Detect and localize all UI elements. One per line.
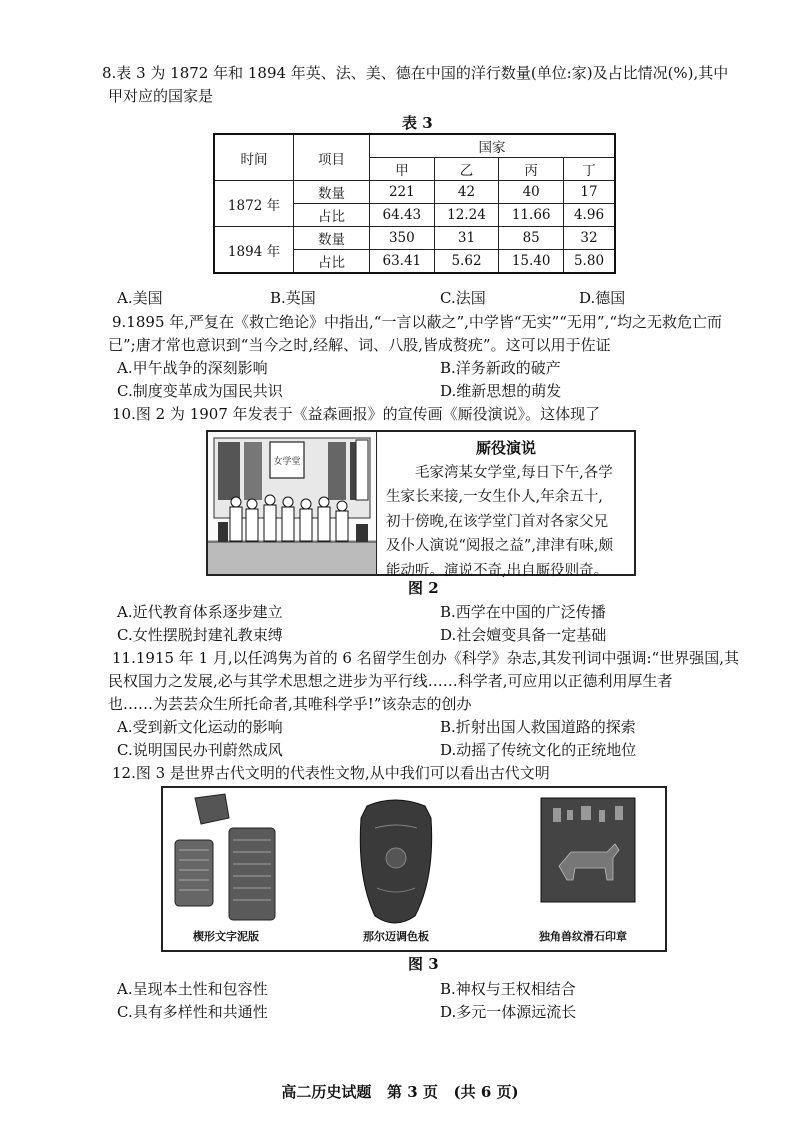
table-3-caption: 表 3 xyxy=(402,114,433,132)
table-head-country: 国家 xyxy=(370,134,616,158)
q8-option-b[interactable]: B.英国 xyxy=(270,289,316,307)
figure-2 xyxy=(206,430,636,579)
table-cell: 4.96 xyxy=(564,204,615,227)
propaganda-illustration xyxy=(208,432,377,574)
table-cell: 11.66 xyxy=(499,204,564,227)
table-year-1872: 1872 年 xyxy=(214,181,294,227)
page-footer: 高二历史试题 第 3 页 (共 6 页) xyxy=(281,1083,519,1101)
table-year-1894: 1894 年 xyxy=(214,227,294,274)
q9-stem-cont: 已”;唐才常也意识到“当今之时,经解、词、八股,皆成赘疣”。这可以用于佐证 xyxy=(108,336,611,354)
q8-option-d[interactable]: D.德国 xyxy=(579,289,626,307)
table-head-item: 项目 xyxy=(294,134,370,181)
table-cell: 15.40 xyxy=(499,250,564,274)
table-country-bing: 丙 xyxy=(499,158,564,181)
q9-option-d[interactable]: D.维新思想的萌发 xyxy=(440,382,562,400)
q11-stem-cont: 民权国力之发展,必与其学术思想之进步为平行线……科学者,可应用以正德利用厚生者 xyxy=(108,672,673,690)
q10-option-b[interactable]: B.西学在中国的广泛传播 xyxy=(440,603,606,621)
q9-option-a[interactable]: A.甲午战争的深刻影响 xyxy=(117,359,268,377)
table-item: 占比 xyxy=(294,204,370,227)
table-item: 占比 xyxy=(294,250,370,274)
table-cell: 5.80 xyxy=(564,250,615,274)
figure-2-line: 毛家湾某女学堂,每日下午,各学 xyxy=(415,464,613,481)
table-cell: 63.41 xyxy=(370,250,435,274)
q12-option-c[interactable]: C.具有多样性和共通性 xyxy=(117,1003,268,1021)
q9-stem: 9.1895 年,严复在《救亡绝论》中指出,“一言以蔽之”,中学皆“无实”“无用”,“均之无救危亡而 xyxy=(112,313,723,331)
table-cell: 221 xyxy=(370,181,435,204)
table-cell: 32 xyxy=(564,227,615,250)
table-cell: 85 xyxy=(499,227,564,250)
figure-2-line: 及仆人演说“阅报之益”,津津有味,颇 xyxy=(386,538,614,554)
q10-stem: 10.图 2 为 1907 年发表于《益森画报》的宣传画《厮役演说》。这体现了 xyxy=(112,405,601,423)
table-cell: 31 xyxy=(434,227,499,250)
q12-option-d[interactable]: D.多元一体源远流长 xyxy=(440,1003,577,1021)
q12-option-a[interactable]: A.呈现本土性和包容性 xyxy=(117,980,268,998)
q11-stem: 11.1915 年 1 月,以任鸿隽为首的 6 名留学生创办《科学》杂志,其发刊词中强调:“世界强国,其 xyxy=(112,649,739,667)
table-cell: 40 xyxy=(499,181,564,204)
figure-2-caption: 图 2 xyxy=(408,579,439,597)
unicorn-seal-caption: 独角兽纹滑石印章 xyxy=(539,930,627,943)
q11-option-c[interactable]: C.说明国民办刊蔚然成风 xyxy=(117,741,283,759)
narmer-palette-image xyxy=(360,800,431,923)
cuneiform-tablet-caption: 楔形文字泥版 xyxy=(193,930,259,943)
figure-2-line: 生家长来接,一女生仆人,年余五十, xyxy=(386,489,603,505)
table-country-jia: 甲 xyxy=(370,158,435,181)
q11-option-d[interactable]: D.动摇了传统文化的正统地位 xyxy=(440,741,637,759)
figure-3 xyxy=(161,786,667,952)
figure-2-title: 厮役演说 xyxy=(475,439,536,457)
table-cell: 42 xyxy=(434,181,499,204)
q10-option-d[interactable]: D.社会嬗变具备一定基础 xyxy=(440,626,607,644)
table-country-ding: 丁 xyxy=(564,158,615,181)
figure-3-caption: 图 3 xyxy=(408,955,439,973)
narmer-palette-caption: 那尔迈调色板 xyxy=(363,930,429,943)
table-head-time: 时间 xyxy=(214,134,294,181)
q9-option-c[interactable]: C.制度变革成为国民共识 xyxy=(117,382,283,400)
figure-2-line: 初十傍晚,在该学堂门首对各家父兄 xyxy=(386,513,609,530)
q9-option-b[interactable]: B.洋务新政的破产 xyxy=(440,359,561,377)
q8-option-a[interactable]: A.美国 xyxy=(117,289,163,307)
figure-2-text xyxy=(386,436,626,583)
q11-option-a[interactable]: A.受到新文化运动的影响 xyxy=(117,718,283,736)
table-item: 数量 xyxy=(294,227,370,250)
q8-stem: 8.表 3 为 1872 年和 1894 年英、法、美、德在中国的洋行数量(单位:家)及占比情况(%),其中 xyxy=(102,64,729,82)
table-country-yi: 乙 xyxy=(434,158,499,181)
q12-option-b[interactable]: B.神权与王权相结合 xyxy=(440,980,576,998)
q12-stem: 12.图 3 是世界古代文明的代表性文物,从中我们可以看出古代文明 xyxy=(112,764,550,782)
q8-stem-cont: 甲对应的国家是 xyxy=(108,87,214,105)
sign-text: 女学堂 xyxy=(273,457,301,467)
figure-2-line: 能动听。演说不奇,出自厮役则奇。 xyxy=(386,562,609,579)
q11-stem-cont: 也……为芸芸众生所托命者,其唯科学乎!”该杂志的创办 xyxy=(108,695,472,713)
q10-option-c[interactable]: C.女性摆脱封建礼教束缚 xyxy=(117,626,283,644)
table-cell: 17 xyxy=(564,181,615,204)
illustration-drawing xyxy=(208,432,376,574)
unicorn-seal-image xyxy=(541,798,635,902)
table-cell: 5.62 xyxy=(434,250,499,274)
q8-option-c[interactable]: C.法国 xyxy=(440,289,486,307)
table-3 xyxy=(213,133,616,274)
artifact-photos xyxy=(163,788,665,950)
cuneiform-tablet-image xyxy=(175,794,275,920)
table-item: 数量 xyxy=(294,181,370,204)
table-cell: 64.43 xyxy=(370,204,435,227)
table-cell: 12.24 xyxy=(434,204,499,227)
table-cell: 350 xyxy=(370,227,435,250)
q11-option-b[interactable]: B.折射出国人救国道路的探索 xyxy=(440,718,636,736)
q10-option-a[interactable]: A.近代教育体系逐步建立 xyxy=(117,603,283,621)
